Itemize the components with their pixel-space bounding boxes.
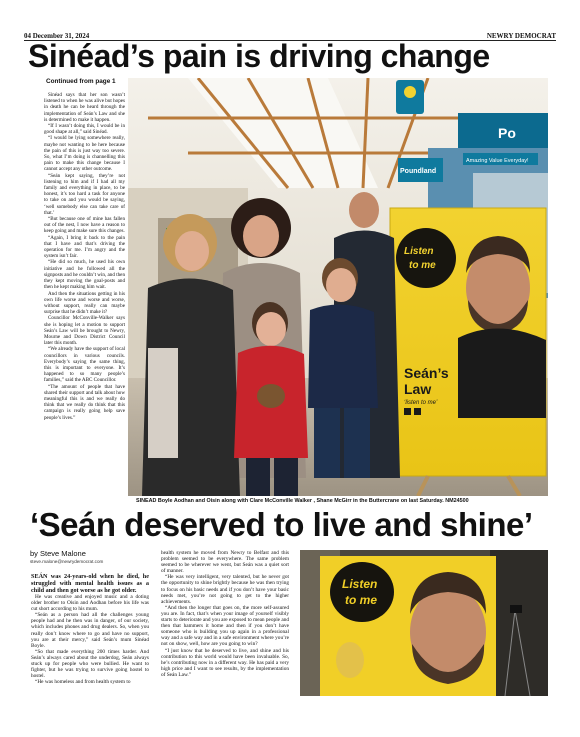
continued-label: Continued from page 1: [46, 78, 116, 85]
sean-law-poster: [390, 208, 546, 496]
paragraph: “We already have the support of local councillors in various councils. Everybody’s saying the same thing, this is important to everyone. It’s happened to so many people’s families,” said the ABC Councillor.: [44, 346, 125, 384]
shop-tagline: Amazing Value Everyday!: [466, 158, 529, 164]
headline-secondary: ‘Seán deserved to live and shine’: [30, 506, 533, 543]
paragraph: “Seán as a person had all the challenges young people had and he then was in danger, of our society, which includes phones and drug dealers. So, when you really don’t know where to go and have no support, you are at their mercy,” said Seán’s mum Sinéad Boyle.: [31, 612, 149, 649]
paper-name: NEWRY DEMOCRAT: [486, 32, 556, 40]
poster-listen: Listen: [404, 246, 434, 257]
poster-title: Seán’s: [404, 365, 449, 381]
poster-title-law: Law: [404, 381, 432, 397]
paragraph: “And then the longer that goes on, the more self-assured you are. In fact, that’s when your image of yourself visibly starts to deteriorate and you are exposed to mean people and then that hammers it home and then if you don’t have someone who is building you up again in a professional way and a safe way and in a safe environment where you’re not on show, well, how are you going to win?: [161, 604, 289, 648]
paragraph: “Again, I bring it back to the pain that I have and that’s driving the operation for me. I’m angry and the system isn’t fair.: [44, 234, 125, 260]
paragraph: Sinéad says that her son wasn’t listened to when he was alive but hopes in death he can be heard through the implementation of Seán’s Law and she is determined to make it happen.: [44, 92, 125, 123]
paragraph: “But because one of mine has fallen out of the nest, I now have a reason to keep going and make sure this changes.: [44, 216, 125, 235]
byline: [30, 549, 150, 564]
headline-main: Sinéad’s pain is driving change: [28, 38, 490, 74]
byline-author: by Steve Malone: [30, 549, 86, 558]
page-date: 04 December 31, 2024: [24, 32, 90, 40]
paragraph: Councillor McConville-Walker says she is hoping let a motion to support Seán’s Law will be brought to Newry, Mourne and Down District Council later this month.: [44, 315, 125, 347]
paragraph: “He did so much, he used his own initiative and he followed all the signposts and he couldn’t win, and then they kept moving the goal-posts and then he kept making him wait.: [44, 259, 125, 291]
paragraph: “The amount of people that have shared their support and talk about how meaningful this is and we really do think that we really do think that this campaign is really going help save people’s lives.”: [44, 383, 125, 421]
shop-sign-partial: Po: [498, 125, 516, 141]
lede-paragraph: SEÁN was 24-years-old when he died, he struggled with mental health issues as a child and then got worse as he got older.: [31, 573, 149, 594]
photo-poster: [300, 550, 548, 696]
photo-poster-illustration: [300, 550, 548, 696]
paragraph: “If I wasn’t doing this, I would be in good shape at all,” said Sinéad.: [44, 123, 125, 136]
poster-subtitle: ‘listen to me’: [404, 400, 438, 406]
poster2-listen: Listen: [342, 577, 378, 591]
instagram-icon: [414, 408, 421, 415]
article-body-left: [44, 92, 125, 421]
shop-sign: Poundland: [400, 168, 437, 175]
poster-to-me: to me: [409, 260, 436, 271]
article-body-2b: [161, 550, 289, 678]
photo-main-illustration: [128, 78, 548, 496]
group-of-people: [142, 192, 400, 496]
poster2-to-me: to me: [345, 593, 378, 607]
byline-email: steve.malone@newrydemocrat.com: [30, 559, 104, 564]
paragraph: And then the situations getting in his own life worse and worse and worse, without support, really can maybe surprise that he didn’t make it?: [44, 290, 125, 316]
article-body-2a: [31, 594, 149, 685]
paragraph: “Seán kept saying, they’re not listening to him and if I had all my family and everything in place, to be honest, it’s too hard a task for anyone to take on and you would be saying, ‘well somebody else can take care of that.’: [44, 172, 125, 216]
article-column-left: [44, 78, 125, 421]
paragraph: “I would be lying somewhere really, maybe not wanting to be here because the pain of this is just way too severe. So, what I’m doing is channelling this pain to make this change because I cannot accept any other outcome.: [44, 135, 125, 173]
paragraph: “I just know that he deserved to live, and shine and his contribution to this world would have been invaluable. So, he’s contributing now in a different way. He has paid a very high price and I want to see results, by the implementation of Seán Law.”: [161, 647, 289, 678]
photo-caption: SINEAD Boyle Aodhan and Oisin along with Clare McConville Walker , Shane McGirr in the Buttercrane on last Saturday. NM24500: [136, 498, 469, 504]
article-column-2b: [161, 550, 289, 678]
paragraph: “So that made everything 200 times harder. And Seán’s always cared about the underdog, Seán always stuck up for people who were bullied. He want to fighter, but he was trying to survive going hostel to hostel.: [31, 648, 149, 680]
paragraph: “He was very intelligent, very talented, but he never got the opportunity to shine brightly because he was then trying to focus on his basic needs and if you don’t have your basic needs met, you’re not going to get to the higher achievements.: [161, 574, 289, 605]
paragraph: He was creative and enjoyed music and a doting older brother to Oisin and Aodhan before his life was cut short according to his mum.: [31, 594, 149, 613]
sean-law-poster-closeup: [320, 556, 496, 696]
article-column-2a: [31, 573, 149, 685]
paragraph: “He was homeless and from health system to: [35, 679, 131, 686]
photo-main: [128, 78, 548, 496]
facebook-icon: [404, 408, 411, 415]
paragraph: health system he moved from Newry to Belfast and this problem seemed to be everywhere. The same problem seemed to be wherever we went, but Seán was a quiet sort of manner.: [161, 550, 289, 575]
